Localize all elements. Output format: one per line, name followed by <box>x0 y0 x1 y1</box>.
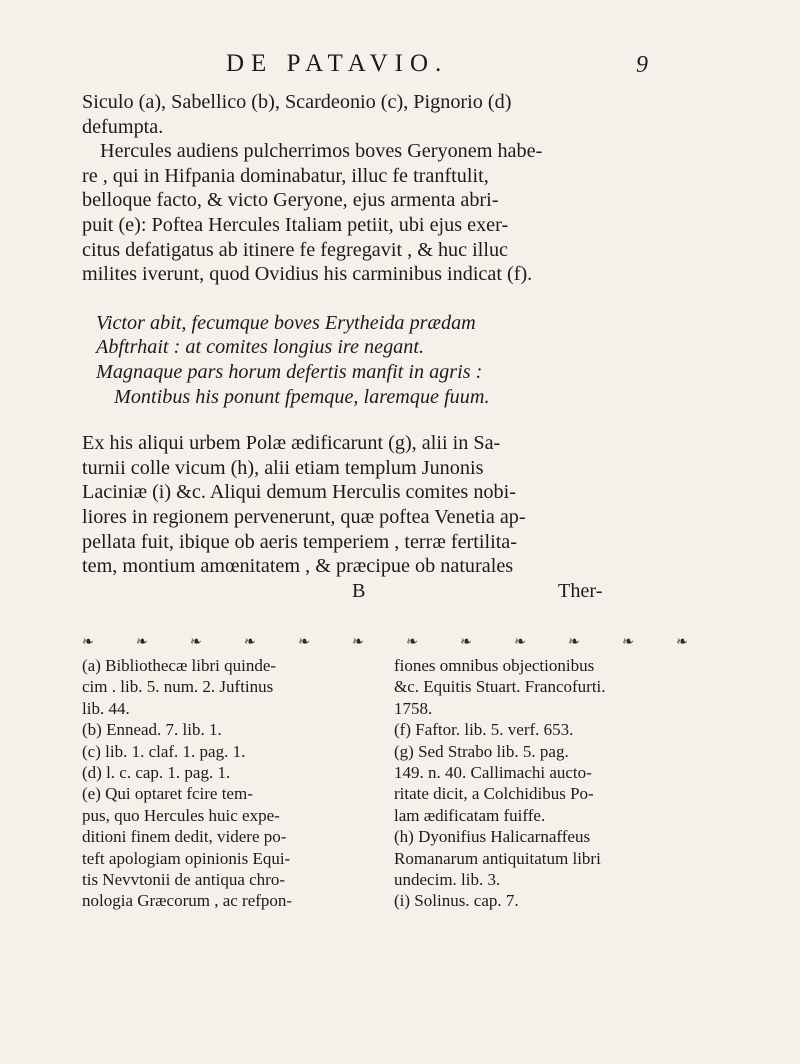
signature-line <box>82 579 682 603</box>
footnote-line: lam ædificatam fuiffe. <box>394 805 546 825</box>
footnote-line: ditioni finem dedit, videre po- <box>82 827 287 847</box>
ornament-glyph: ❧ <box>622 634 634 650</box>
footnotes-left-column <box>82 655 380 912</box>
text-line: belloque facto, & victo Geryone, ejus armenta abri- <box>82 189 499 212</box>
footnote-line: (f) Faftor. lib. 5. verf. 653. <box>394 720 574 740</box>
text-line: defumpta. <box>82 115 164 138</box>
ornament-glyph: ❧ <box>676 634 688 650</box>
ornament-glyph: ❧ <box>244 634 256 650</box>
footnote-line: 1758. <box>394 698 433 718</box>
footnote-line: undecim. lib. 3. <box>394 870 501 890</box>
ornament-glyph: ❧ <box>82 634 94 650</box>
paragraph-1 <box>82 90 682 287</box>
footnotes <box>82 655 692 912</box>
ornament-glyph: ❧ <box>352 634 364 650</box>
footnote-line: cim . lib. 5. num. 2. Juftinus <box>82 677 274 697</box>
ornament-glyph: ❧ <box>460 634 472 650</box>
text-line: Hercules audiens pulcherrimos boves Geryonem habe- <box>100 140 543 163</box>
text-line: milites iverunt, quod Ovidius his carminibus indicat (f). <box>82 263 533 286</box>
footnote-line: pus, quo Hercules huic expe- <box>82 805 280 825</box>
verse-line: Magnaque pars horum defertis manfit in agris : <box>96 360 483 383</box>
verse-quotation <box>82 311 682 409</box>
text-line: pellata fuit, ibique ob aeris temperiem , terræ fertilita- <box>82 530 517 553</box>
main-text <box>82 90 682 603</box>
text-line: Ex his aliqui urbem Polæ ædificarunt (g), alii in Sa- <box>82 432 501 455</box>
catchword: Ther- <box>558 579 603 602</box>
ornament-glyph: ❧ <box>406 634 418 650</box>
paragraph-2 <box>82 431 682 579</box>
verse-line: Abftrhait : at comites longius ire negant. <box>96 336 425 359</box>
text-line: Laciniæ (i) &c. Aliqui demum Herculis comites nobi- <box>82 481 516 504</box>
footnote-line: (c) lib. 1. claf. 1. pag. 1. <box>82 741 246 761</box>
footnote-line: tis Nevvtonii de antiqua chro- <box>82 870 286 890</box>
footnote-line: (b) Ennead. 7. lib. 1. <box>82 720 222 740</box>
ornament-glyph: ❧ <box>136 634 148 650</box>
footnotes-right-column <box>394 655 692 912</box>
verse-line: Victor abit, fecumque boves Erytheida prædam <box>96 311 476 334</box>
page-header <box>0 48 800 88</box>
ornament-glyph: ❧ <box>514 634 526 650</box>
footnote-line: fiones omnibus objectionibus <box>394 656 595 675</box>
verse-line: Montibus his ponunt fpemque, laremque fuum. <box>114 385 490 408</box>
text-line: re , qui in Hifpania dominabatur, illuc fe tranftulit, <box>82 164 489 187</box>
ornament-glyph: ❧ <box>298 634 310 650</box>
footnote-line: (i) Solinus. cap. 7. <box>394 891 519 911</box>
footnote-line: (a) Bibliothecæ libri quinde- <box>82 656 277 675</box>
footnote-line: teft apologiam opinionis Equi- <box>82 848 291 868</box>
text-line: liores in regionem pervenerunt, quæ poftea Venetia ap- <box>82 505 526 528</box>
text-line: citus defatigatus ab itinere fe fegregavit , & huc illuc <box>82 238 509 261</box>
text-line: puit (e): Poftea Hercules Italiam petiit, ubi ejus exer- <box>82 213 509 236</box>
footnote-line: nologia Græcorum , ac refpon- <box>82 891 293 911</box>
footnote-line: Romanarum antiquitatum libri <box>394 848 601 868</box>
footnote-line: (g) Sed Strabo lib. 5. pag. <box>394 741 569 761</box>
ornament-divider <box>82 634 688 650</box>
footnote-line: &c. Equitis Stuart. Francofurti. <box>394 677 606 697</box>
text-line: tem, montium amœnitatem , & præcipue ob naturales <box>82 555 514 578</box>
footnote-line: 149. n. 40. Callimachi aucto- <box>394 763 592 783</box>
text-line: turnii colle vicum (h), alii etiam templum Junonis <box>82 456 484 479</box>
running-head: DE PATAVIO. <box>226 50 449 77</box>
page-number: 9 <box>636 52 648 78</box>
ornament-glyph: ❧ <box>190 634 202 650</box>
text-line: Siculo (a), Sabellico (b), Scardeonio (c), Pignorio (d) <box>82 91 512 113</box>
signature-mark: B <box>352 579 366 602</box>
footnote-line: (h) Dyonifius Halicarnaffeus <box>394 827 591 847</box>
footnote-line: (e) Qui optaret fcire tem- <box>82 784 253 804</box>
footnote-line: lib. 44. <box>82 698 130 718</box>
footnote-line: ritate dicit, a Colchidibus Po- <box>394 784 594 804</box>
ornament-glyph: ❧ <box>568 634 580 650</box>
footnote-line: (d) l. c. cap. 1. pag. 1. <box>82 763 231 783</box>
